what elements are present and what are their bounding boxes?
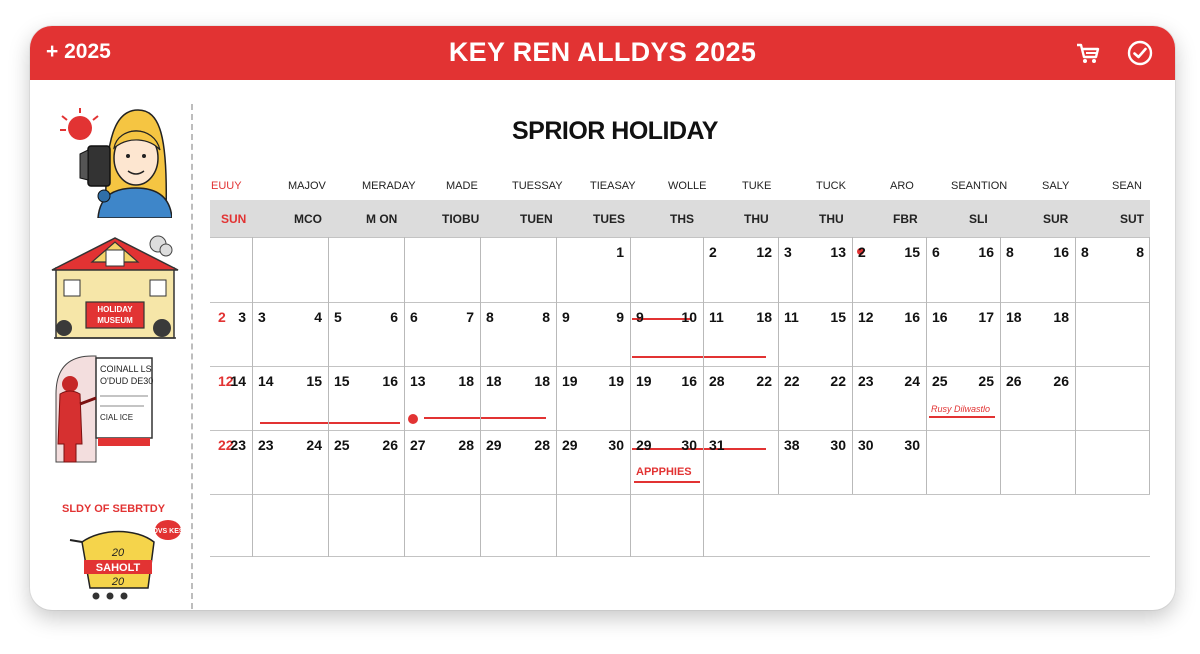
day-number[interactable]: 29: [562, 437, 578, 453]
grid-column-line: [480, 237, 481, 557]
day-number[interactable]: 23: [858, 373, 874, 389]
calendar-grid: [210, 200, 1150, 610]
day-number[interactable]: 15: [830, 309, 846, 325]
day-number[interactable]: 29: [636, 437, 652, 453]
day-number[interactable]: 11: [784, 309, 799, 325]
day-number[interactable]: 30: [608, 437, 624, 453]
woman-with-phone-illustration: [54, 96, 172, 218]
day-number[interactable]: 22: [756, 373, 772, 389]
day-number[interactable]: 23: [258, 437, 274, 453]
day-number[interactable]: 13: [830, 244, 846, 260]
day-number[interactable]: 3: [784, 244, 792, 260]
day-number[interactable]: 1: [616, 244, 624, 260]
grid-column-line: [703, 237, 704, 557]
day-number[interactable]: 14: [258, 373, 274, 389]
sidebar-divider: [191, 104, 193, 609]
day-number[interactable]: 18: [1053, 309, 1069, 325]
day-number[interactable]: 25: [932, 373, 948, 389]
board-line-1: COINALL LS: [100, 364, 152, 374]
holiday-annotation: APPPHIES: [636, 466, 692, 478]
add-year-button[interactable]: + 2025: [46, 40, 111, 63]
day-number[interactable]: 10: [681, 309, 697, 325]
cart-label: SAHOLT: [95, 562, 141, 574]
day-number[interactable]: 19: [608, 373, 624, 389]
grid-column-line: [1075, 237, 1076, 494]
holiday-house-illustration: [50, 232, 180, 344]
day-number[interactable]: 18: [756, 309, 772, 325]
holiday-note: Rusy Dilwastlo: [931, 404, 991, 414]
person-with-sign-illustration: [52, 354, 162, 464]
month-label: WOLLE: [668, 180, 707, 192]
day-number[interactable]: 16: [681, 373, 697, 389]
grid-column-line: [630, 237, 631, 557]
month-label: TIEASAY: [590, 180, 636, 192]
day-number[interactable]: 8: [486, 309, 494, 325]
day-header: THU: [744, 212, 769, 226]
month-label: TUESSAY: [512, 180, 563, 192]
header-bar: [30, 26, 1175, 80]
day-number[interactable]: 31: [709, 437, 725, 453]
month-label: MAJOV: [288, 180, 326, 192]
day-number[interactable]: 27: [410, 437, 426, 453]
day-number[interactable]: 22: [830, 373, 846, 389]
cart-bottom-number: 20: [111, 576, 125, 588]
day-number[interactable]: 30: [681, 437, 697, 453]
day-header: SLI: [969, 212, 988, 226]
day-number[interactable]: 6: [410, 309, 418, 325]
grid-column-line: [404, 237, 405, 557]
day-number[interactable]: 2: [858, 244, 866, 260]
day-header: M ON: [366, 212, 398, 226]
grid-row-line: [210, 237, 1150, 238]
day-header: FBR: [893, 212, 918, 226]
day-number[interactable]: 2: [218, 309, 226, 325]
month-label: TUCK: [816, 180, 846, 192]
day-number[interactable]: 4: [314, 309, 322, 325]
day-number[interactable]: 23: [230, 437, 246, 453]
day-number[interactable]: 38: [784, 437, 800, 453]
grid-row-line: [210, 556, 1150, 557]
month-label: TUKE: [742, 180, 772, 192]
day-number[interactable]: 28: [534, 437, 550, 453]
day-header: MCO: [294, 212, 322, 226]
day-number[interactable]: 6: [390, 309, 398, 325]
day-header: TIOBU: [442, 212, 480, 226]
day-number[interactable]: 19: [562, 373, 578, 389]
calendar-card: [30, 26, 1175, 610]
day-number[interactable]: 30: [904, 437, 920, 453]
grid-column-line: [852, 237, 853, 494]
calendar-main: [200, 80, 1175, 610]
day-number[interactable]: 24: [904, 373, 920, 389]
day-number[interactable]: 8: [542, 309, 550, 325]
day-number[interactable]: 16: [382, 373, 398, 389]
day-number[interactable]: 26: [1053, 373, 1069, 389]
holiday-dot: [408, 414, 418, 424]
holiday-mark: [424, 417, 546, 419]
day-number[interactable]: 16: [932, 309, 948, 325]
day-number[interactable]: 18: [534, 373, 550, 389]
grid-column-line: [556, 237, 557, 557]
day-number[interactable]: 12: [858, 309, 874, 325]
day-number[interactable]: 5: [334, 309, 342, 325]
sidebar: [30, 80, 192, 610]
day-header: SUR: [1043, 212, 1069, 226]
grid-column-line: [926, 237, 927, 494]
day-number[interactable]: 28: [458, 437, 474, 453]
grid-row-line: [210, 494, 1150, 495]
day-header: SUN: [221, 212, 247, 226]
day-number[interactable]: 19: [636, 373, 652, 389]
day-header: TUEN: [520, 212, 553, 226]
grid-row-line: [210, 302, 1150, 303]
board-line-2: O'DUD DE30: [100, 376, 154, 386]
sale-title: SLDY OF SEBRTDY: [62, 503, 166, 515]
shopping-cart-illustration: [52, 518, 184, 600]
day-number[interactable]: 2: [709, 244, 717, 260]
day-number[interactable]: 12: [218, 373, 234, 389]
day-number[interactable]: 8: [1006, 244, 1014, 260]
grid-row-line: [210, 366, 1150, 367]
month-label: SEANTION: [951, 180, 1008, 192]
day-number[interactable]: 29: [486, 437, 502, 453]
grid-column-line: [252, 237, 253, 557]
house-sign-line1: HOLIDAY: [97, 305, 133, 314]
holiday-mark: [929, 416, 995, 418]
grid-column-line: [778, 237, 779, 494]
day-number[interactable]: 8: [1081, 244, 1089, 260]
day-number[interactable]: 22: [218, 437, 234, 453]
house-sign-line2: MUSEUM: [97, 316, 133, 325]
grid-right-line: [1149, 237, 1150, 494]
day-number[interactable]: 18: [458, 373, 474, 389]
cart-top-number: 20: [111, 547, 125, 559]
day-number[interactable]: 25: [334, 437, 350, 453]
day-number[interactable]: 9: [636, 309, 644, 325]
calendar-heading: SPRIOR HOLIDAY: [511, 117, 718, 145]
day-header-row: [210, 200, 1150, 237]
day-number[interactable]: 7: [466, 309, 474, 325]
month-label: MADE: [446, 180, 478, 192]
holiday-mark: [632, 356, 766, 358]
day-number[interactable]: 11: [709, 309, 724, 325]
holiday-mark: [632, 448, 766, 450]
day-header: SUT: [1120, 212, 1144, 226]
day-number[interactable]: 24: [306, 437, 322, 453]
day-header: TUES: [593, 212, 626, 226]
holiday-mark: [260, 422, 400, 424]
day-number[interactable]: 15: [306, 373, 322, 389]
cart-icon[interactable]: [1074, 39, 1102, 67]
day-number[interactable]: 18: [486, 373, 502, 389]
page-title: KEY REN ALLDYS 2025: [448, 37, 757, 67]
day-number[interactable]: 6: [932, 244, 940, 260]
month-label: MERADAY: [362, 180, 416, 192]
day-number[interactable]: 26: [382, 437, 398, 453]
day-number[interactable]: 9: [562, 309, 570, 325]
day-header: THU: [819, 212, 844, 226]
day-number[interactable]: 15: [334, 373, 350, 389]
holiday-mark: [634, 481, 700, 483]
day-number[interactable]: 17: [978, 309, 994, 325]
board-line-3: CIAL ICE: [100, 413, 134, 422]
day-number[interactable]: 13: [410, 373, 426, 389]
month-label: SEAN: [1112, 180, 1142, 192]
month-label: EUUY: [211, 180, 242, 192]
day-number[interactable]: 8: [1136, 244, 1144, 260]
day-number[interactable]: 16: [978, 244, 994, 260]
day-number[interactable]: 28: [709, 373, 725, 389]
day-number[interactable]: 16: [1053, 244, 1069, 260]
month-labels: [210, 180, 1150, 198]
day-number[interactable]: 18: [1006, 309, 1022, 325]
day-number[interactable]: 30: [830, 437, 846, 453]
grid-row-line: [210, 430, 1150, 431]
check-circle-icon[interactable]: [1126, 39, 1154, 67]
day-number[interactable]: 3: [258, 309, 266, 325]
day-number[interactable]: 9: [616, 309, 624, 325]
day-number[interactable]: 14: [230, 373, 246, 389]
day-number[interactable]: 30: [858, 437, 874, 453]
month-label: ARO: [890, 180, 914, 192]
day-number[interactable]: 22: [784, 373, 800, 389]
day-number[interactable]: 25: [978, 373, 994, 389]
grid-column-line: [328, 237, 329, 557]
month-label: SALY: [1042, 180, 1070, 192]
grid-column-line: [1000, 237, 1001, 494]
day-number[interactable]: 16: [904, 309, 920, 325]
day-number[interactable]: 12: [756, 244, 772, 260]
day-number[interactable]: 3: [238, 309, 246, 325]
badge-text: OVS KES: [152, 528, 184, 535]
day-header: THS: [670, 212, 694, 226]
day-number[interactable]: 26: [1006, 373, 1022, 389]
day-number[interactable]: 15: [904, 244, 920, 260]
